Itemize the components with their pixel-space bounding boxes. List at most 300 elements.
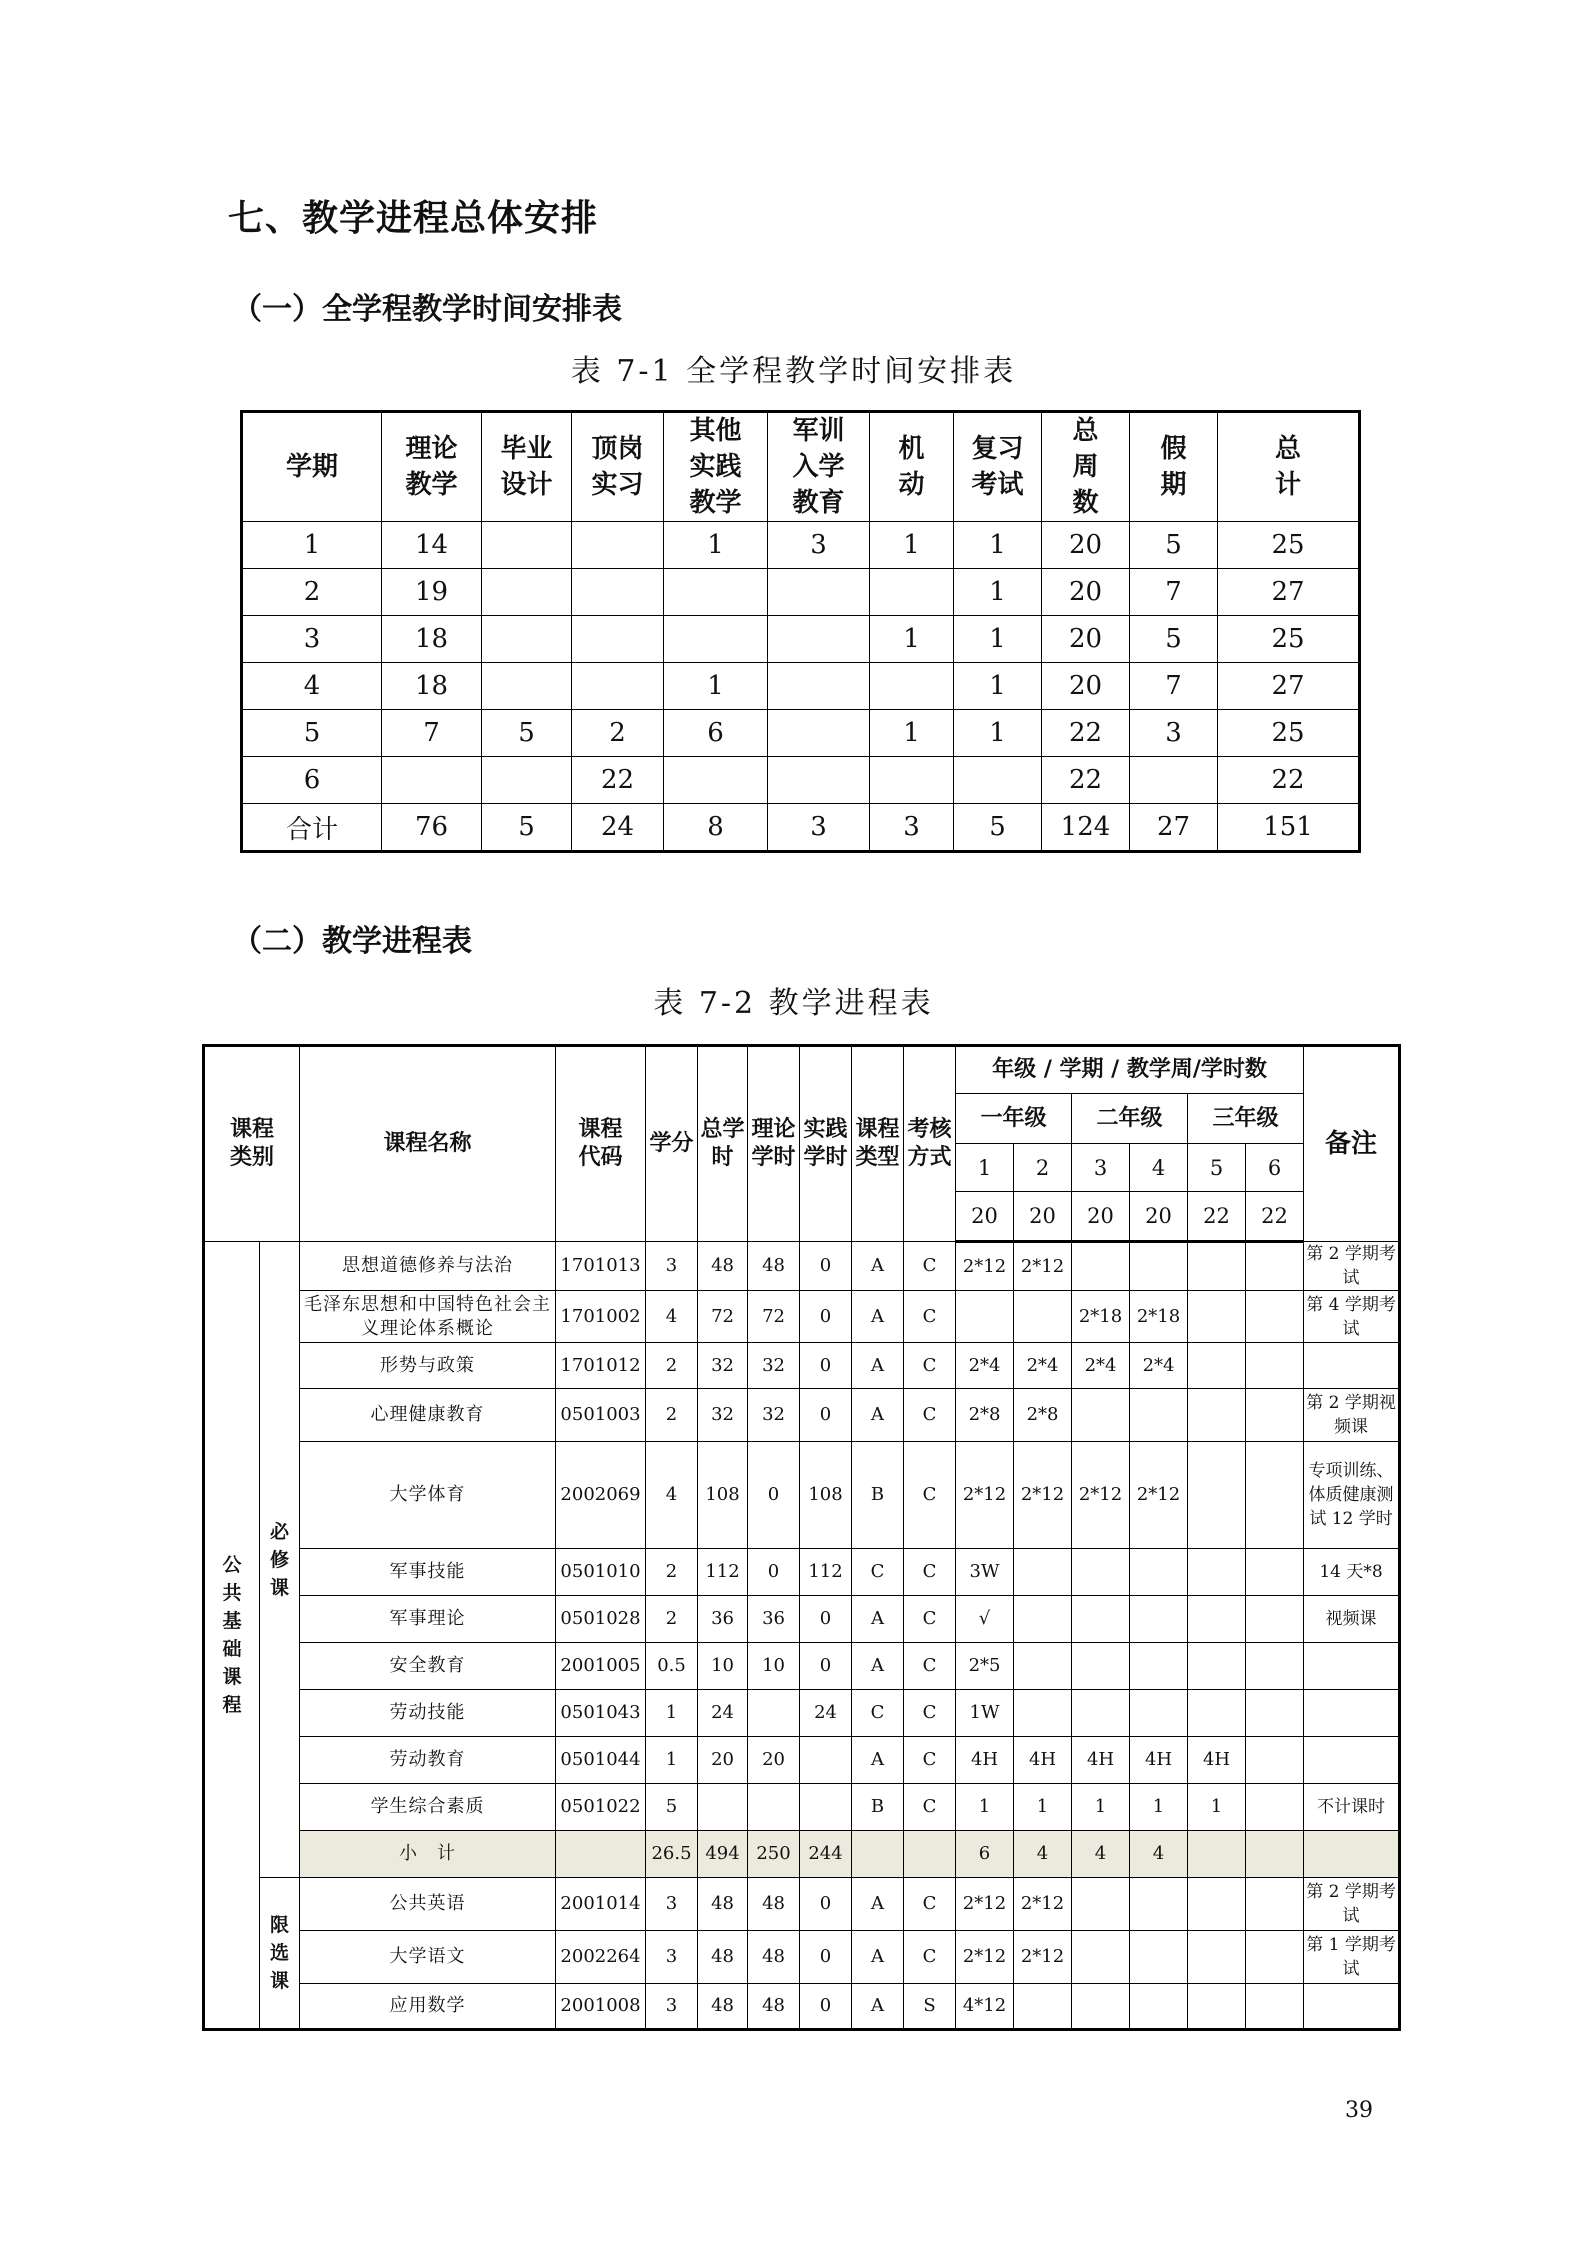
table-cell: 8 [664, 804, 768, 852]
course-theory-hours: 10 [748, 1643, 800, 1690]
header-line: 复习 [971, 434, 1024, 464]
table-cell: 22 [572, 757, 664, 804]
header-line: 教学 [689, 488, 742, 518]
subtotal-theory-hours: 250 [748, 1831, 800, 1878]
header-col-6 [870, 412, 954, 522]
table-cell [870, 757, 954, 804]
header-line: 机 [898, 434, 925, 464]
semester-hours: 3W [956, 1549, 1014, 1596]
table-row [242, 522, 1360, 569]
page-heading: 七、教学进程总体安排 [228, 198, 599, 239]
course-theory-hours [748, 1784, 800, 1831]
header-col-9 [1130, 412, 1218, 522]
course-type: A [852, 1389, 904, 1442]
header-line: 实践 [689, 452, 742, 482]
table-cell [664, 757, 768, 804]
course-credit: 3 [646, 1931, 698, 1984]
course-code: 2001008 [556, 1984, 646, 2030]
table-cell: 151 [1218, 804, 1360, 852]
course-note [1304, 1643, 1400, 1690]
semester-hours [1072, 1389, 1130, 1442]
header-course-code: 课程代码 [556, 1046, 646, 1242]
course-exam: C [904, 1690, 956, 1737]
semester-hours [1246, 1984, 1304, 2030]
course-theory-hours: 0 [748, 1442, 800, 1549]
semester-hours [1130, 1242, 1188, 1291]
table-row [204, 1690, 1400, 1737]
table-row [242, 616, 1360, 663]
table-cell: 25 [1218, 616, 1360, 663]
header-weeks-4: 20 [1130, 1192, 1188, 1242]
table-cell: 1 [954, 616, 1042, 663]
course-practice-hours: 0 [800, 1931, 852, 1984]
course-type: A [852, 1931, 904, 1984]
header-exam-method: 考核方式 [904, 1046, 956, 1242]
course-note: 第 2 学期考试 [1304, 1878, 1400, 1931]
header-weeks-2: 20 [1014, 1192, 1072, 1242]
semester-hours [1246, 1878, 1304, 1931]
header-col-1 [382, 412, 482, 522]
semester-hours [1246, 1643, 1304, 1690]
table-caption-2: 表 7-2 教学进程表 [653, 986, 934, 1021]
semester-hours: 4H [1072, 1737, 1130, 1784]
course-practice-hours: 0 [800, 1643, 852, 1690]
course-code: 1701013 [556, 1242, 646, 1291]
semester-hours [1014, 1291, 1072, 1343]
table-cell [482, 663, 572, 710]
course-code: 1701012 [556, 1343, 646, 1389]
table-cell: 19 [382, 569, 482, 616]
table-row [204, 1878, 1400, 1931]
course-exam: C [904, 1291, 956, 1343]
semester-hours [1188, 1643, 1246, 1690]
table-cell: 1 [954, 522, 1042, 569]
course-name: 心理健康教育 [300, 1389, 556, 1442]
table-row [204, 1931, 1400, 1984]
course-theory-hours: 20 [748, 1737, 800, 1784]
semester-hours [1130, 1878, 1188, 1931]
header-line: 理论 [405, 434, 458, 464]
course-code: 0501028 [556, 1596, 646, 1643]
course-practice-hours: 24 [800, 1690, 852, 1737]
course-total-hours: 32 [698, 1343, 748, 1389]
semester-hours [1014, 1643, 1072, 1690]
table-cell: 1 [870, 522, 954, 569]
course-theory-hours: 0 [748, 1549, 800, 1596]
semester-hours [1188, 1596, 1246, 1643]
table-cell: 25 [1218, 710, 1360, 757]
subtotal-semester: 4 [1072, 1831, 1130, 1878]
table-cell: 5 [1130, 616, 1218, 663]
course-theory-hours: 32 [748, 1343, 800, 1389]
semester-hours [1188, 1291, 1246, 1343]
course-theory-hours: 32 [748, 1389, 800, 1442]
category-public-basic [204, 1242, 260, 2030]
header-line: 设计 [500, 470, 553, 500]
course-total-hours: 32 [698, 1389, 748, 1442]
course-type: A [852, 1242, 904, 1291]
semester-hours: 2*12 [1072, 1442, 1130, 1549]
course-credit: 3 [646, 1984, 698, 2030]
course-exam: C [904, 1596, 956, 1643]
table-cell: 1 [870, 710, 954, 757]
table-cell: 20 [1042, 616, 1130, 663]
table-cell: 1 [664, 663, 768, 710]
course-total-hours: 72 [698, 1291, 748, 1343]
course-practice-hours: 108 [800, 1442, 852, 1549]
course-exam: C [904, 1643, 956, 1690]
course-total-hours: 24 [698, 1690, 748, 1737]
header-line: 计 [1274, 470, 1301, 500]
course-name: 大学语文 [300, 1931, 556, 1984]
table-row [204, 1784, 1400, 1831]
table-cell [482, 569, 572, 616]
course-theory-hours: 48 [748, 1878, 800, 1931]
course-type: A [852, 1596, 904, 1643]
table-cell: 1 [242, 522, 382, 569]
subtotal-semester: 4 [1130, 1831, 1188, 1878]
section-title-2: （二）教学进程表 [232, 924, 472, 959]
course-name: 劳动技能 [300, 1690, 556, 1737]
header-line: 数 [1072, 488, 1099, 518]
course-practice-hours [800, 1784, 852, 1831]
course-practice-hours: 0 [800, 1878, 852, 1931]
course-credit: 5 [646, 1784, 698, 1831]
table-cell: 3 [1130, 710, 1218, 757]
semester-hours [1072, 1690, 1130, 1737]
header-total-hours: 总学时 [698, 1046, 748, 1242]
header-theory-hours: 理论学时 [748, 1046, 800, 1242]
header-col-5 [768, 412, 870, 522]
header-course-name: 课程名称 [300, 1046, 556, 1242]
course-practice-hours: 0 [800, 1984, 852, 2030]
semester-hours [1188, 1878, 1246, 1931]
semester-hours [1246, 1784, 1304, 1831]
table-cell [664, 569, 768, 616]
semester-hours [1130, 1690, 1188, 1737]
course-practice-hours [800, 1737, 852, 1784]
header-semester-4: 4 [1130, 1144, 1188, 1192]
table-cell: 3 [768, 522, 870, 569]
table-cell: 24 [572, 804, 664, 852]
table-cell: 18 [382, 616, 482, 663]
table-row [204, 1549, 1400, 1596]
category-required [260, 1242, 300, 1878]
course-practice-hours: 0 [800, 1389, 852, 1442]
course-credit: 2 [646, 1343, 698, 1389]
semester-hours [1014, 1690, 1072, 1737]
table-caption-1: 表 7-1 全学程教学时间安排表 [570, 354, 1017, 389]
header-weeks-3: 20 [1072, 1192, 1130, 1242]
semester-hours: 2*12 [1014, 1931, 1072, 1984]
course-code: 0501003 [556, 1389, 646, 1442]
semester-hours: 2*12 [1014, 1878, 1072, 1931]
header-line: 军训 [792, 416, 845, 446]
semester-hours [1246, 1242, 1304, 1291]
course-note: 第 2 学期视频课 [1304, 1389, 1400, 1442]
header-line: 毕业 [500, 434, 553, 464]
course-code: 0501010 [556, 1549, 646, 1596]
table-cell [482, 522, 572, 569]
course-type: A [852, 1878, 904, 1931]
semester-hours [1246, 1442, 1304, 1549]
header-line: 假 [1160, 434, 1187, 464]
semester-hours: 4H [1014, 1737, 1072, 1784]
course-practice-hours: 112 [800, 1549, 852, 1596]
semester-hours [1072, 1643, 1130, 1690]
semester-hours [1188, 1931, 1246, 1984]
semester-hours [1072, 1878, 1130, 1931]
table-cell [870, 569, 954, 616]
table-cell: 3 [870, 804, 954, 852]
table-cell [382, 757, 482, 804]
subtotal-semester [1246, 1831, 1304, 1878]
course-exam: C [904, 1784, 956, 1831]
course-code: 0501044 [556, 1737, 646, 1784]
semester-hours [1246, 1549, 1304, 1596]
subtotal-row [204, 1831, 1400, 1878]
semester-hours: 1 [1014, 1784, 1072, 1831]
semester-hours [1188, 1984, 1246, 2030]
course-exam: C [904, 1389, 956, 1442]
course-theory-hours: 48 [748, 1931, 800, 1984]
semester-hours: 2*8 [1014, 1389, 1072, 1442]
header-weeks-5: 22 [1188, 1192, 1246, 1242]
semester-hours: 2*4 [956, 1343, 1014, 1389]
course-credit: 3 [646, 1242, 698, 1291]
semester-hours [1072, 1549, 1130, 1596]
semester-hours [1246, 1389, 1304, 1442]
semester-hours [1246, 1737, 1304, 1784]
semester-hours: 2*4 [1072, 1343, 1130, 1389]
course-theory-hours: 36 [748, 1596, 800, 1643]
table-cell: 1 [954, 663, 1042, 710]
subtotal-semester: 6 [956, 1831, 1014, 1878]
course-code: 0501022 [556, 1784, 646, 1831]
table-cell [768, 616, 870, 663]
semester-hours [1246, 1343, 1304, 1389]
table-cell: 2 [242, 569, 382, 616]
semester-hours: √ [956, 1596, 1014, 1643]
course-code: 2002069 [556, 1442, 646, 1549]
subtotal-type [852, 1831, 904, 1878]
table-row [204, 1984, 1400, 2030]
subtotal-semester: 4 [1014, 1831, 1072, 1878]
header-grade-title: 年级 / 学期 / 教学周/学时数 [956, 1046, 1304, 1094]
table-cell: 5 [482, 804, 572, 852]
course-exam: C [904, 1442, 956, 1549]
table-cell [768, 663, 870, 710]
table-cell: 27 [1218, 663, 1360, 710]
course-total-hours: 48 [698, 1984, 748, 2030]
table-cell: 4 [242, 663, 382, 710]
course-name: 军事理论 [300, 1596, 556, 1643]
subtotal-semester [1188, 1831, 1246, 1878]
table-row [242, 710, 1360, 757]
semester-hours [1246, 1931, 1304, 1984]
table-row [204, 1596, 1400, 1643]
table-cell: 27 [1130, 804, 1218, 852]
course-name: 大学体育 [300, 1442, 556, 1549]
semester-hours [1130, 1389, 1188, 1442]
semester-hours: 4*12 [956, 1984, 1014, 2030]
table-cell: 5 [954, 804, 1042, 852]
semester-hours: 2*12 [1130, 1442, 1188, 1549]
header-note: 备注 [1304, 1046, 1400, 1242]
table-cell: 22 [1218, 757, 1360, 804]
header-line: 总 [1274, 434, 1301, 464]
table-row [204, 1291, 1400, 1343]
course-name: 形势与政策 [300, 1343, 556, 1389]
table-cell: 2 [572, 710, 664, 757]
header-col-7 [954, 412, 1042, 522]
course-code: 1701002 [556, 1291, 646, 1343]
semester-hours: 1 [1130, 1784, 1188, 1831]
course-code: 2001005 [556, 1643, 646, 1690]
course-code: 0501043 [556, 1690, 646, 1737]
header-line: 入学 [792, 452, 845, 482]
semester-hours [1072, 1596, 1130, 1643]
table-cell: 3 [242, 616, 382, 663]
table-cell: 25 [1218, 522, 1360, 569]
semester-hours: 1 [1072, 1784, 1130, 1831]
header-semester-3: 3 [1072, 1144, 1130, 1192]
subtotal-label: 小 计 [300, 1831, 556, 1878]
header-line: 周 [1072, 452, 1099, 482]
semester-hours [1014, 1549, 1072, 1596]
table-cell [768, 710, 870, 757]
course-theory-hours [748, 1690, 800, 1737]
semester-hours: 2*8 [956, 1389, 1014, 1442]
course-credit: 2 [646, 1549, 698, 1596]
table-cell: 3 [768, 804, 870, 852]
header-line: 实习 [591, 470, 644, 500]
table-cell: 5 [1130, 522, 1218, 569]
semester-hours [1072, 1242, 1130, 1291]
course-theory-hours: 48 [748, 1242, 800, 1291]
table-cell [1130, 757, 1218, 804]
course-name: 毛泽东思想和中国特色社会主义理论体系概论 [300, 1291, 556, 1343]
semester-hours [1188, 1242, 1246, 1291]
header-line: 动 [898, 470, 925, 500]
course-note: 第 2 学期考试 [1304, 1242, 1400, 1291]
course-note: 专项训练、体质健康测试 12 学时 [1304, 1442, 1400, 1549]
table-row [204, 1343, 1400, 1389]
table-cell [482, 757, 572, 804]
course-code: 2001014 [556, 1878, 646, 1931]
table-cell [482, 616, 572, 663]
semester-hours [1188, 1549, 1246, 1596]
header-course-type: 课程类型 [852, 1046, 904, 1242]
table-cell: 20 [1042, 663, 1130, 710]
course-credit: 3 [646, 1878, 698, 1931]
table-row [204, 1442, 1400, 1549]
course-exam: C [904, 1931, 956, 1984]
course-note: 第 4 学期考试 [1304, 1291, 1400, 1343]
subtotal-exam [904, 1831, 956, 1878]
table-cell: 20 [1042, 569, 1130, 616]
table-cell: 76 [382, 804, 482, 852]
course-type: A [852, 1984, 904, 2030]
semester-hours: 2*12 [956, 1878, 1014, 1931]
course-code: 2002264 [556, 1931, 646, 1984]
subtotal-total-hours: 494 [698, 1831, 748, 1878]
semester-hours [1130, 1931, 1188, 1984]
table-row [242, 569, 1360, 616]
course-exam: C [904, 1549, 956, 1596]
semester-hours [1246, 1291, 1304, 1343]
course-name: 军事技能 [300, 1549, 556, 1596]
course-name: 应用数学 [300, 1984, 556, 2030]
course-credit: 1 [646, 1737, 698, 1784]
category-limited-elective-label: 限选课 [270, 1914, 290, 1992]
subtotal-code [556, 1831, 646, 1878]
semester-hours: 2*18 [1072, 1291, 1130, 1343]
table-cell [870, 663, 954, 710]
header-credit: 学分 [646, 1046, 698, 1242]
course-note [1304, 1343, 1400, 1389]
table-cell: 1 [954, 710, 1042, 757]
header-semester-2: 2 [1014, 1144, 1072, 1192]
table-cell: 6 [242, 757, 382, 804]
header-line: 其他 [689, 416, 742, 446]
semester-hours: 2*4 [1014, 1343, 1072, 1389]
course-type: B [852, 1442, 904, 1549]
semester-hours: 1 [956, 1784, 1014, 1831]
semester-hours: 2*12 [956, 1442, 1014, 1549]
table-cell: 合计 [242, 804, 382, 852]
semester-hours: 4H [1130, 1737, 1188, 1784]
semester-hours [1130, 1643, 1188, 1690]
course-practice-hours: 0 [800, 1242, 852, 1291]
header-semester-6: 6 [1246, 1144, 1304, 1192]
semester-hours [1072, 1984, 1130, 2030]
course-type: A [852, 1291, 904, 1343]
semester-hours [1014, 1984, 1072, 2030]
course-credit: 4 [646, 1442, 698, 1549]
subtotal-credit: 26.5 [646, 1831, 698, 1878]
table-cell: 1 [664, 522, 768, 569]
header-weeks-6: 22 [1246, 1192, 1304, 1242]
category-limited-elective [260, 1878, 300, 2030]
page-number: 39 [1345, 2098, 1373, 2123]
table-cell [572, 663, 664, 710]
course-name: 安全教育 [300, 1643, 556, 1690]
course-practice-hours: 0 [800, 1596, 852, 1643]
course-total-hours: 48 [698, 1878, 748, 1931]
semester-hours: 2*12 [956, 1242, 1014, 1291]
semester-hours [1014, 1596, 1072, 1643]
table-cell: 20 [1042, 522, 1130, 569]
course-exam: C [904, 1737, 956, 1784]
table-row [242, 663, 1360, 710]
table-cell [664, 616, 768, 663]
table-cell: 7 [1130, 663, 1218, 710]
semester-hours: 4H [1188, 1737, 1246, 1784]
table-cell: 7 [1130, 569, 1218, 616]
semester-hours [1246, 1596, 1304, 1643]
semester-hours: 2*4 [1130, 1343, 1188, 1389]
course-type: A [852, 1343, 904, 1389]
course-name: 公共英语 [300, 1878, 556, 1931]
course-note: 第 1 学期考试 [1304, 1931, 1400, 1984]
category-public-basic-label: 公共基础课程 [222, 1554, 242, 1716]
course-name: 学生综合素质 [300, 1784, 556, 1831]
header-year-1: 一年级 [956, 1094, 1072, 1144]
course-exam: C [904, 1242, 956, 1291]
table-cell: 1 [954, 569, 1042, 616]
course-credit: 4 [646, 1291, 698, 1343]
